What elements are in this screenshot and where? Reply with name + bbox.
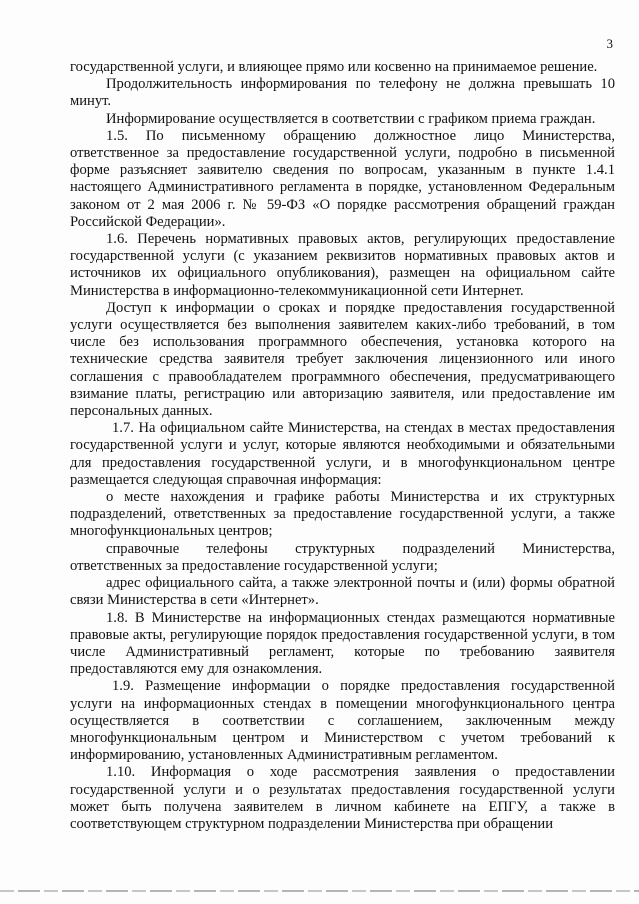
- paragraph: Информирование осуществляется в соответствии с графиком приема граждан.: [106, 110, 596, 127]
- list-item: справочные телефоны структурных подразделений Министерства, ответственных за предоставление государственной услуги;: [70, 540, 615, 574]
- paragraph-1-5: 1.5. По письменному обращению должностное лицо Министерства, ответственное за предоставление государственной услуги, подробно в письменной форме разъясняет заявителю сведения по вопросам, указанным в пункте 1.4.1 настоящего Административного регламента в порядке, установленном Федеральным законом от 2 мая 2006 г. № 59-ФЗ «О порядке рассмотрения обращений граждан Российской Федерации».: [70, 127, 615, 230]
- paragraph-1-8: 1.8. В Министерстве на информационных стендах размещаются нормативные правовые акты, регулирующие порядок предоставления государственной услуги, в том числе Административный регламент, которые по требованию заявителя предоставляются ему для ознакомления.: [70, 609, 615, 678]
- paragraph: Доступ к информации о сроках и порядке предоставления государственной услуги осуществляется без выполнения заявителем каких-либо требований, в том числе без использования программного обеспечения, установка которого на технические средства заявителя требует заключения лицензионного или иного соглашения с правообладателем программного обеспечения, предусматривающего взимание платы, регистрацию или авторизацию заявителя, или предоставление им персональных данных.: [70, 299, 615, 420]
- paragraph-1-9: 1.9. Размещение информации о порядке предоставления государственной услуги на информационных стендах в помещении многофункционального центра осуществляется в соответствии с соглашением, заключенным между многофункциональным центром и Министерством с учетом требований к информированию, установленных Административным регламентом.: [70, 678, 615, 764]
- list-item: адрес официального сайта, а также электронной почты и (или) формы обратной связи Министерства в сети «Интернет».: [70, 575, 615, 609]
- list-item: о месте нахождения и графике работы Министерства и их структурных подразделений, ответственных за предоставление государственной услуги, а также многофункциональных центров;: [70, 489, 615, 540]
- paragraph: Продолжительность информирования по телефону не должна превышать 10 минут.: [70, 76, 615, 110]
- paragraph: государственной услуги, и влияющее прямо или косвенно на принимаемое решение.: [70, 59, 598, 75]
- page-number: 3: [606, 36, 613, 51]
- scan-edge-line: [0, 890, 639, 892]
- paragraph-1-6: 1.6. Перечень нормативных правовых актов, регулирующих предоставление государственной услуги (с указанием реквизитов нормативных правовых актов и источников их официального опубликования), размещен на официальном сайте Министерства в информационно-телекоммуникационной сети Интернет.: [70, 231, 615, 299]
- paragraph-1-7: 1.7. На официальном сайте Министерства, на стендах в местах предоставления государственной услуги и услуг, которые являются необходимыми и обязательными для предоставления государственной услуги, и в многофункциональном центре размещается следующая справочная информация:: [70, 420, 615, 488]
- paragraph-1-10: 1.10. Информация о ходе рассмотрения заявления о предоставлении государственной услуги и о результатах предоставления государственной услуги может быть получена заявителем в личном кабинете на ЕПГУ, а также в соответствующем структурном подразделении Министерства при обращении: [70, 764, 615, 832]
- document-body: [70, 59, 615, 833]
